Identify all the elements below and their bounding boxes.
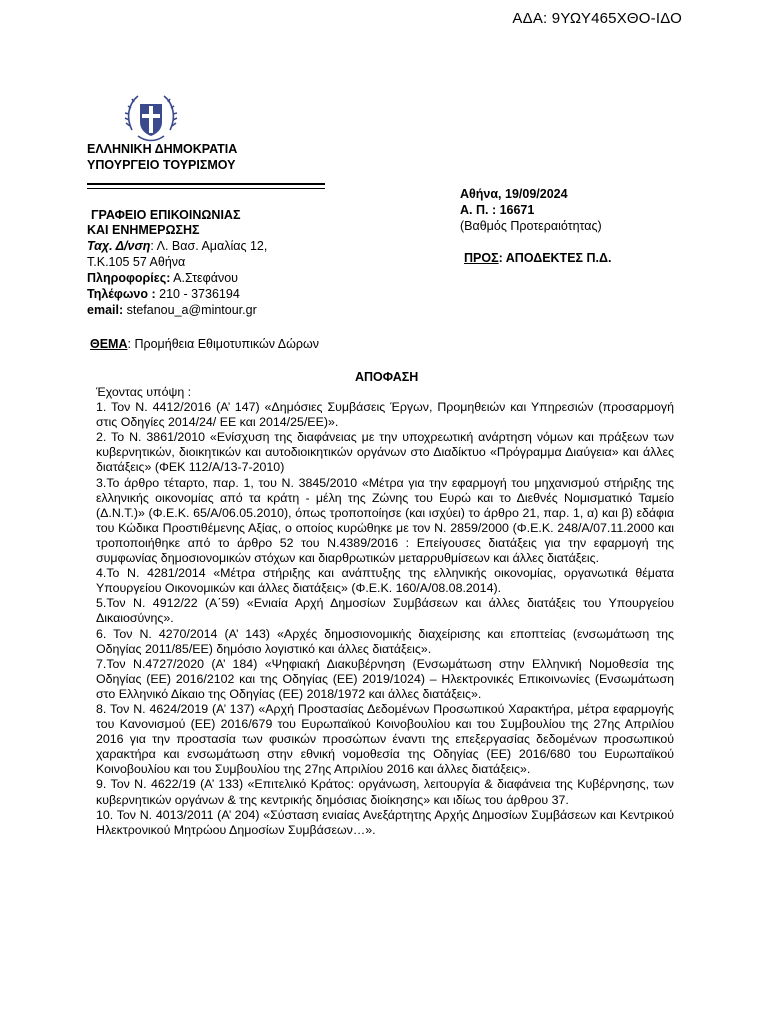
body-item-4: 4.Το Ν. 4281/2014 «Μέτρα στήριξης και ανάπτυξης της ελληνικής οικονομίας, οργανωτικά θέματα Υπουργείου Οικονομικών και άλλες διατάξεις» (Φ.Ε.Κ. 160/Α/08.08.2014).	[96, 566, 674, 596]
body-item-1: 1. Τον Ν. 4412/2016 (Α’ 147) «Δημόσιες Συμβάσεις Έργων, Προμηθειών και Υπηρεσιών (προσαρμογή στις Οδηγίες 2014/24/ ΕΕ και 2014/25/ΕΕ)».	[96, 400, 674, 430]
info-label: Πληροφορίες:	[87, 271, 171, 285]
ada-code: ΑΔΑ: 9ΥΩΥ465ΧΘΟ-ΙΔΟ	[512, 10, 682, 27]
recipients	[464, 251, 611, 265]
body-item-2: 2. Το Ν. 3861/2010 «Ενίσχυση της διαφάνειας με την υποχρεωτική ανάρτηση νόμων και πράξεων των κυβερνητικών, διοικητικών και αυτοδιοικητικών οργάνων στο Διαδίκτυο «Πρόγραμμα Διαύγεια» και άλλες διατάξεις» (ΦΕΚ 112/Α/13-7-2010)	[96, 430, 674, 475]
protocol-number: Α. Π. : 16671	[460, 203, 535, 217]
header-country: ΕΛΛΗΝΙΚΗ ΔΗΜΟΚΡΑΤΙΑ	[87, 142, 238, 156]
recipients-value: : ΑΠΟΔΕΚΤΕΣ Π.Δ.	[498, 251, 612, 265]
office-phone	[87, 287, 240, 302]
body-intro: Έχοντας υπόψη :	[96, 385, 192, 399]
office-address	[87, 239, 267, 254]
address-value: : Λ. Βασ. Αμαλίας 12,	[150, 239, 268, 253]
subject-label: ΘΕΜΑ	[90, 337, 128, 351]
body-item-9: 9. Τον Ν. 4622/19 (Α’ 133) «Επιτελικό Κράτος: οργάνωση, λειτουργία & διαφάνεια της Κυβέρνησης, των κυβερνητικών οργάνων & της κεντρικής δημόσιας διοίκησης» και ιδίως του άρθρου 37.	[96, 777, 674, 807]
office-postal: Τ.Κ.105 57 Αθήνα	[87, 255, 186, 269]
office-info	[87, 271, 238, 286]
office-name-1: ΓΡΑΦΕΙΟ ΕΠΙΚΟΙΝΩΝΙΑΣ	[91, 208, 241, 222]
date-line: Αθήνα, 19/09/2024	[460, 187, 568, 201]
info-value: Α.Στεφάνου	[170, 271, 238, 285]
body-item-10: 10. Τον Ν. 4013/2011 (Α’ 204) «Σύσταση ενιαίας Ανεξάρτητης Αρχής Δημοσίων Συμβάσεων και Κεντρικού Ηλεκτρονικού Μητρώου Δημοσίων Συμβάσεων…».	[96, 807, 674, 837]
body-item-7: 7.Τον Ν.4727/2020 (Α’ 184) «Ψηφιακή Διακυβέρνηση (Ενσωμάτωση στην Ελληνική Νομοθεσία της Οδηγίας (ΕΕ) 2016/2102 και της Οδηγίας (ΕΕ) 2019/1024) – Ηλεκτρονικές Επικοινωνίες (Ενσωμάτωση στο Ελληνικό Δίκαιο της Οδηγίας (ΕΕ) 2018/1972 και άλλες διατάξεις».	[96, 656, 674, 701]
greek-coat-of-arms-icon	[124, 90, 178, 146]
address-label: Ταχ. Δ/νση	[87, 239, 151, 253]
recipients-label: ΠΡΟΣ	[464, 251, 499, 265]
body-item-6: 6. Τον Ν. 4270/2014 (Α’ 143) «Αρχές δημοσιονομικής διαχείρισης και εποπτείας (ενσωμάτωση της Οδηγίας 2011/85/ΕΕ) δημόσιο λογιστικό και άλλες διατάξεις».	[96, 626, 674, 656]
body-item-3: 3.Το άρθρο τέταρτο, παρ. 1, του Ν. 3845/2010 «Μέτρα για την εφαρμογή του μηχανισμού στήριξης της ελληνικής οικονομίας από τα κράτη - μέλη της Ζώνης του Ευρώ και το Διεθνές Νομισματικό Ταμείο (Δ.Ν.Τ.)» (Φ.Ε.Κ. 65/Α/06.05.2010), όπως τροποποίησε (και ισχύει) το άρθρο 21, παρ. 1, α) και β) εδάφια του Κώδικα Προστιθέμενης Αξίας, ο οποίος κυρώθηκε με τον Ν. 2859/2000 (Φ.Ε.Κ. 248/Α/07.11.2000 και τροποποιήθηκε από το άρθρο 52 του Ν.4389/2016 : Επείγουσες διατάξεις για την εφαρμογή της συμφωνίας δημοσιονομικών στόχων και διαρθρωτικών μεταρρυθμίσεων και άλλες διατάξεις.	[96, 475, 674, 566]
office-email	[87, 303, 257, 318]
phone-label: Τηλέφωνο :	[87, 287, 156, 301]
header-rule-thick	[87, 183, 325, 185]
office-name-2: ΚΑΙ ΕΝΗΜΕΡΩΣΗΣ	[87, 223, 200, 237]
priority-note: (Βαθμός Προτεραιότητας)	[460, 219, 602, 233]
subject-line	[90, 337, 319, 352]
subject-value: : Προμήθεια Εθιμοτυπικών Δώρων	[127, 337, 320, 351]
body-item-8: 8. Τον Ν. 4624/2019 (Α’ 137) «Αρχή Προστασίας Δεδομένων Προσωπικού Χαρακτήρα, μέτρα εφαρμογής του Κανονισμού (ΕΕ) 2016/679 του Ευρωπαϊκού Κοινοβουλίου και του Συμβουλίου της 27ης Απριλίου 2016 για την προστασία των φυσικών προσώπων έναντι της επεξεργασίας δεδομένων προσωπικού χαρακτήρα και ενσωμάτωση στην εθνική νομοθεσία της Οδηγίας (ΕΕ) 2016/680 του Ευρωπαϊκού Κοινοβουλίου και του Συμβουλίου της 27ης Απριλίου 2016 και άλλες διατάξεις».	[96, 701, 674, 777]
email-label: email:	[87, 303, 124, 317]
header-rule-thin	[87, 188, 325, 189]
decision-body	[96, 385, 674, 838]
phone-value: 210 - 3736194	[155, 287, 240, 301]
email-value: stefanou_a@mintour.gr	[123, 303, 257, 317]
decision-title: ΑΠΟΦΑΣΗ	[355, 370, 419, 384]
body-item-5: 5.Τον Ν. 4912/22 (Α΄59) «Ενιαία Αρχή Δημοσίων Συμβάσεων και άλλες διατάξεις του Υπουργείου Δικαιοσύνης».	[96, 596, 674, 626]
header-ministry: ΥΠΟΥΡΓΕΙΟ ΤΟΥΡΙΣΜΟΥ	[87, 158, 236, 172]
